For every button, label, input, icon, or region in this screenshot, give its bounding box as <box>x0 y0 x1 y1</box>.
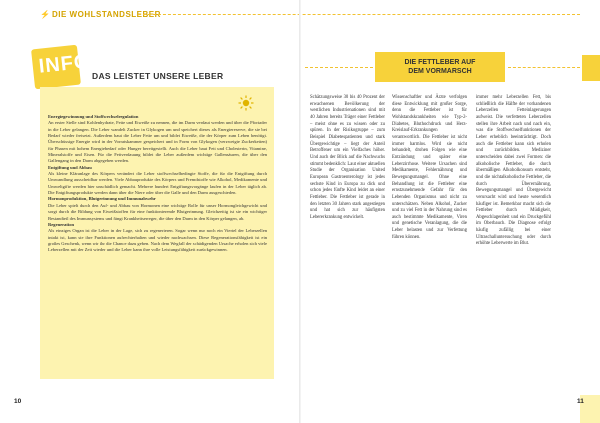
info-subheading: Entgiftung und Abbau <box>48 164 92 170</box>
column-paragraph: immer mehr Leberzellen Fett, bis schließlich die Hälfte der vorhandenen Leberzellen Fetteinlagerungen aufweist. Die verfetteten Leberzellen stellen ihre Arbeit nach und nach ein, was die Stoffwechselfunktionen der Leber erheblich beeinträchtigt. Doch auch die Fettleber kann sich erholen und zurückbilden. Mediziner unterscheiden dabei zwei Formen: die alkoholische Fettleber, die durch übermäßigen Alkoholkonsum entsteht, und die nichtalkoholische Fettleber, die durch Überernährung, Bewegungsmangel und Übergewicht verursacht wird und heute wesentlich häufiger ist. Bemerkbar macht sich die Fettleber durch Müdigkeit, Abgeschlagenheit und ein Druckgefühl im Oberbauch. Die Diagnose erfolgt häufig zufällig bei einer Ultraschalluntersuchung oder durch erhöhte Leberwerte im Blut. <box>476 95 551 247</box>
info-paragraph: An erster Stelle sind Kohlenhydrate, Fette und Eiweiße zu nennen, die im Darm verdaut werden und über die Pfortader in die Leber gelangen. Die Leber wandelt Zucker in Glykogen um und speichert dieses als Energiereserve, die sie bei Bedarf wieder freisetzt. Außerdem baut die Leber Fette um und bildet Eiweiße, die der Körper zum Leben benötigt. Überschüssige Energie wird in der Vorratskammer gespeichert und in Form von Glykogen (verzweigte Zuckerketten) für Phasen mit hohem Energiebedarf oder Hunger bereitgestellt. Auch die Leber baut Fett und Cholesterin, Vitamine, Mineralstoffe und Eisen. Für die Fettverdauung bildet die Leber außerdem wichtige Gallensäuren, die über den Gallengang in den Darm abgegeben werden. <box>48 120 267 164</box>
heading-dashed-rule-right <box>508 67 580 68</box>
heading-dashed-rule-left <box>305 67 373 68</box>
info-paragraph: Als kleine Kläranlage des Körpers verändert die Leber stoffwechselbedingte Stoffe, die für die Entgiftung durch Umwandlung ausscheidbar werden. Viele Abbauprodukte des Körpers und Fremdstoffe wie Alkohol, Medikamente und Umweltgifte werden hier unschädlich gemacht. Mehrere hundert Entgiftungsvorgänge laufen in der Leber täglich ab. Die Entgiftungsprodukte werden dann über die Niere oder über die Galle und den Darm ausgeschieden. <box>48 171 267 196</box>
text-column-2 <box>392 95 467 241</box>
section-heading-line1: DIE FETTLEBER AUF <box>404 59 476 66</box>
running-header-title: DIE WOHLSTANDSLEBER <box>52 10 161 19</box>
section-heading-line2: DEM VORMARSCH <box>408 68 472 75</box>
info-paragraph: Die Leber spielt durch den Auf- und Abbau von Hormonen eine wichtige Rolle für unser Hormongleichgewicht und sorgt durch die Bildung von Eiweißstoffen für eine funktionierende Blutgerinnung. Gleichzeitig ist sie ein wichtiger Bestandteil des Immunsystems und fängt Krankheitserreger, die über den Darm in den Körper gelangen, ab. <box>48 202 267 221</box>
info-box-text <box>48 114 267 254</box>
info-badge-label: INFO <box>37 50 92 78</box>
info-paragraph: Als einziges Organ ist die Leber in der Lage, sich zu regenerieren. Sogar wenn nur noch ein Viertel der Leberzellen intakt ist, kann sie ihre Funktionen aufrechterhalten und wieder nachwachsen. Diese Regenerationsfähigkeit ist ein großes Geschenk, wenn wir ihr die Chance dazu geben. Nach dem Wegfall der schädigenden Ursache erholen sich viele Leberzellen mit der Zeit wieder und die Leber kann ihre volle Leistungsfähigkeit zurückgewinnen. <box>48 228 267 253</box>
info-badge <box>31 45 92 90</box>
info-subheading: Energiegewinnung und Stoffwechselregulation <box>48 114 139 119</box>
text-column-1 <box>310 95 385 221</box>
column-paragraph: Schätzungsweise 30 bis 40 Prozent der erwachsenen Bevölkerung der westlichen Industrienationen sind mit 40 Jahren bereits Träger einer Fettleber – meist ohne es zu wissen oder zu spüren. In der Risikogruppe – zum Beispiel Diabetespatienten und stark Übergewichtige – liegt der Anteil Betroffener um ein Vielfaches höher. Und auch der Blick auf die Nachwuchs stimmt bedenklich: Laut einer aktuellen Studie der Organisation United European Gastroenterology ist jedes sechste Kind in Europa zu dick und schon jedes fünfte Kind leidet an einer Fettleber. Die Fettleber ist gerade in den letzten 30 Jahren stark angestiegen und hat sich zur häufigsten Lebererkrankung entwickelt. <box>310 95 385 220</box>
column-paragraph: Wissenschaftler und Ärzte verfolgen diese Entwicklung mit großer Sorge, denn die Fettleber ist für Wohlstandskrankheiten wie Typ-2-Diabetes, Bluthochdruck und Herz-Kreislauf-Erkrankungen verantwortlich. Die Fettleber ist nicht immer harmlos. Wird sie nicht behandelt, drohen Folgen wie eine Entzündung und später eine Leberzirrhose. Weitere Ursachen sind Medikamente, Fehlernährung und Bewegungsmangel. Ohne eine Behandlung ist die Fettleber eine ernstzunehmende Gefahr für den Lebenden Organismus und nicht zu unterschätzen. Neben Alkohol, Zucker und zu viel Fett in der Nahrung sind es auch bestimmte Medikamente, Viren und genetische Veranlagung, die die Leber belasten und zur Verfettung führen können. <box>392 95 467 240</box>
edge-tab <box>582 55 600 81</box>
book-gutter <box>299 0 301 423</box>
header-dashed-rule <box>138 14 580 15</box>
sun-icon <box>238 95 254 111</box>
info-subheading: Hormonproduktion, Blutgerinnung und Immunabwehr <box>48 196 156 202</box>
text-column-3 <box>476 95 551 248</box>
info-heading: DAS LEISTET UNSERE LEBER <box>92 71 224 81</box>
info-subheading: Regeneration <box>48 221 75 227</box>
page-number-left: 10 <box>14 398 22 405</box>
section-heading-box <box>375 52 505 82</box>
page-number-right: 11 <box>577 398 584 405</box>
bolt-icon: ⚡ <box>40 10 50 19</box>
section-heading <box>375 58 505 76</box>
